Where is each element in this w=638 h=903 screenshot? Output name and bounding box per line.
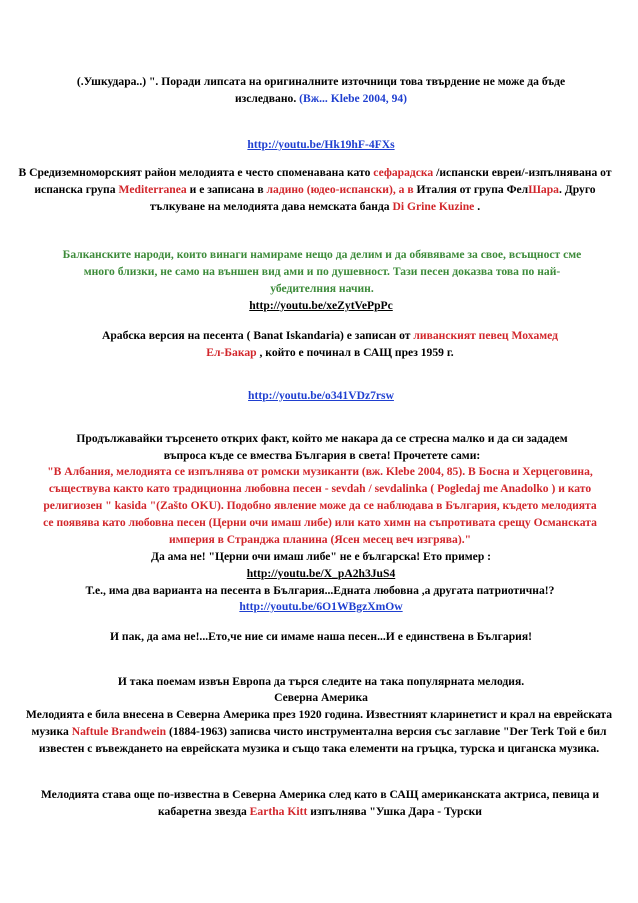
beyond-europe-text: И така поемам извън Европа да търся следите на така популярната мелодия. [117, 675, 525, 688]
mediterranean-text-f: . [477, 200, 481, 213]
paragraph-balkan-peoples [62, 246, 582, 297]
ladino-term: ладино (юдео-испански), а в [266, 183, 414, 196]
klebe-quote-text: "В Албания, мелодията се изпълнява от ромски музиканти (вж. Klebe 2004, 85). В Босна и Херцеговина, съществува както като традиционна любовна песен - sevdah / sevdalinka ( Pogledaj me Anadolko ) и като религиозен " kasida "(Zašto OKU). Подобно явление може да се наблюдава в България, където мелодията се появява като любовна песен (Церни очи имаш либе) или като химн на съпротивата срещу Османската империя в Странджа планина (Ясен месец веч изгрява)." [43, 465, 597, 546]
balkan-peoples-text: Балканските народи, които винаги намираме нещо да делим и да обявяваме за свое, всъщност сме много близки, не само на външен вид ами и по душевност. Тази песен доказва това по най-убедителния начин. [62, 248, 582, 295]
sephardic-term: сефарадска [373, 166, 434, 179]
eartha-kitt-text-b: изпълнява "Ушка Дара - Турски [310, 805, 482, 818]
link-row-2 [52, 297, 590, 314]
mediterranean-text-e: . Друго тълкуване на мелодията дава немската банда [149, 183, 596, 213]
lebanese-singer: ливанският певец Мохамед Ел-Бакар [206, 329, 558, 359]
two-variants-text: Т.е., има два варианта на песента в България...Едната любовна ,а другата патриотична!? [85, 584, 555, 597]
eartha-kitt-text-a: Мелодията става още по-известна в Северна Америка след като в САЩ американската актриса, певица и кабаретна звезда [40, 788, 600, 818]
link-row-3 [52, 387, 590, 404]
youtube-link-5[interactable]: http://youtu.be/6O1WBgzXmOw [239, 600, 403, 613]
mediterranean-text-d: Италия от група Фел [416, 183, 529, 196]
uskudar-note-text: (.Ушкудара..) ". Поради липсата на оригиналните източници това твърдение не може да бъде изследвано. [76, 75, 566, 105]
paragraph-klebe-quote [40, 463, 600, 548]
arabic-version-text-a: Арабска версия на песента ( Banat Iskandaria) е записан от [101, 329, 411, 342]
link-row-4 [52, 565, 590, 582]
paragraph-continuing-search [72, 430, 572, 464]
paragraph-mediterranean [10, 164, 620, 215]
shara-band: Шара [528, 183, 559, 196]
paragraph-uskudar-note [52, 73, 590, 107]
kuzine-band: Di Grine Kuzine [392, 200, 475, 213]
link-row-5 [52, 598, 590, 615]
continuing-search-text: Продължавайки търсенето открих факт, който ме накара да се стресна малко и да си зададем въпроса къде се вмества България в света! Прочетете сами: [76, 432, 568, 462]
paragraph-arabic-version [100, 327, 560, 361]
klebe-citation: (Вж... Klebe 2004, 94) [299, 92, 408, 105]
heading-north-america [52, 689, 590, 706]
paragraph-beyond-europe [52, 673, 590, 690]
link-row-1 [52, 136, 590, 153]
mediterranean-text-c: и е записана в [189, 183, 264, 196]
youtube-link-1[interactable]: http://youtu.be/Hk19hF-4FXs [247, 138, 395, 151]
mediterranea-band: Mediterranea [118, 183, 187, 196]
paragraph-eartha-kitt [40, 786, 600, 820]
youtube-link-2[interactable]: http://youtu.be/xeZytVePpPc [249, 299, 393, 312]
north-america-text-c: (1884-1963) записва чисто инструментална версия със заглавие "Der Terk Той е бил известен с въвеждането на еврейската музика и също така елементи на гръцка, турска и циганска музика. [38, 725, 607, 755]
our-song-text: И пак, да ама не!...Ето,че ние си имаме наша песен...И е единствена в България! [110, 630, 532, 643]
paragraph-north-america [10, 706, 628, 757]
not-bulgarian-text: Да ама не! "Церни очи имаш либе" не е българска! Ето пример : [150, 550, 492, 563]
north-america-text-a: Мелодията е била внесена в Северна Америка през 1920 година. Известният кларинетист и крал на еврейската музика [25, 708, 613, 738]
north-america-heading: Северна Америка [274, 691, 368, 704]
eartha-kitt-name: Eartha Kitt [249, 805, 308, 818]
paragraph-our-song [52, 628, 590, 645]
paragraph-not-bulgarian [52, 548, 590, 565]
brandwein-name: Naftule Brandwein [71, 725, 167, 738]
youtube-link-4[interactable]: http://youtu.be/X_pA2h3JuS4 [246, 567, 396, 580]
arabic-version-text-b: , който е починал в САЩ през 1959 г. [259, 346, 454, 359]
mediterranean-text-a: В Средиземноморският район мелодията е често споменавана като [18, 166, 371, 179]
mediterranean-text-b: /испански евреи/-изпълнявана от испанска група [34, 166, 612, 196]
paragraph-two-variants [30, 582, 610, 599]
youtube-link-3[interactable]: http://youtu.be/o341VDz7rsw [248, 389, 394, 402]
